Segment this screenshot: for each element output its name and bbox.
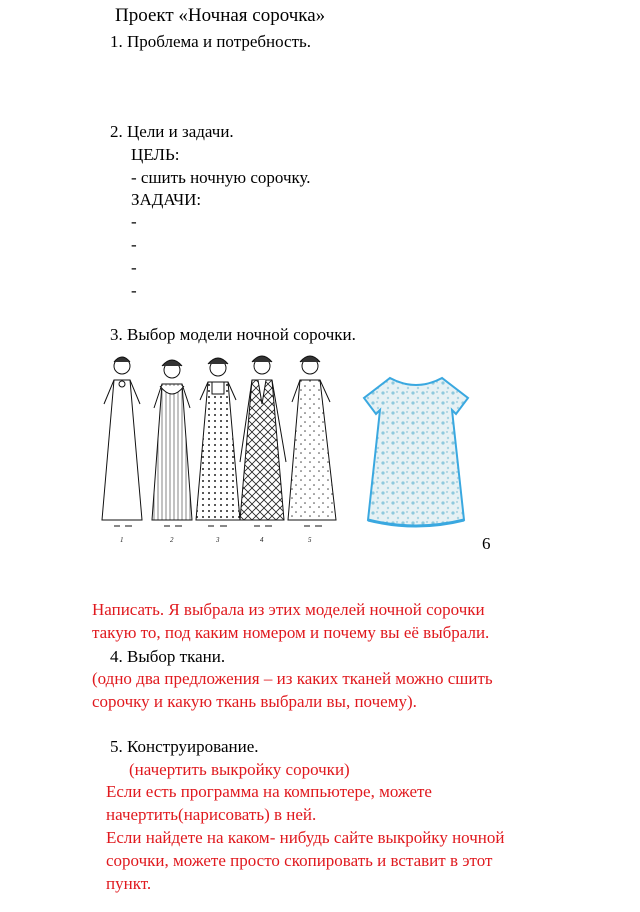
tasks-label: ЗАДАЧИ: bbox=[131, 190, 202, 209]
section-2-heading: 2. Цели и задачи. bbox=[110, 122, 234, 141]
section-3-heading: 3. Выбор модели ночной сорочки. bbox=[110, 325, 356, 344]
instruction-models: Написать. Я выбрала из этих моделей ночной сорочки bbox=[92, 600, 485, 619]
instruction-fabric: сорочку и какую ткань выбрали вы, почему). bbox=[92, 692, 417, 711]
task-bullet: - bbox=[131, 281, 137, 300]
instruction-construct: начертить(нарисовать) в ней. bbox=[106, 805, 317, 824]
task-bullet: - bbox=[131, 258, 137, 277]
nightgown-models-illustration bbox=[92, 352, 350, 548]
instruction-models: такую то, под каким номером и почему вы её выбрали. bbox=[92, 623, 490, 642]
section-1-heading: 1. Проблема и потребность. bbox=[110, 32, 312, 51]
photo-number: 6 bbox=[482, 534, 491, 553]
instruction-construct: Если найдете на каком- нибудь сайте выкройку ночной bbox=[106, 828, 505, 847]
goal-item: - сшить ночную сорочку. bbox=[131, 168, 311, 187]
title: Проект «Ночная сорочка» bbox=[115, 5, 326, 26]
instruction-construct: Если есть программа на компьютере, можете bbox=[106, 782, 432, 801]
goal-label: ЦЕЛЬ: bbox=[131, 145, 180, 164]
nightgown-photo bbox=[360, 370, 472, 535]
section-5-heading: 5. Конструирование. bbox=[110, 737, 259, 756]
model-number: 3 bbox=[216, 536, 220, 544]
task-bullet: - bbox=[131, 212, 137, 231]
model-number: 4 bbox=[260, 536, 264, 544]
task-bullet: - bbox=[131, 235, 137, 254]
model-number: 2 bbox=[170, 536, 174, 544]
model-number: 1 bbox=[120, 536, 124, 544]
section-4-heading: 4. Выбор ткани. bbox=[110, 647, 226, 666]
model-number: 5 bbox=[308, 536, 312, 544]
instruction-construct: пункт. bbox=[106, 874, 152, 893]
instruction-construct: сорочки, можете просто скопировать и вставит в этот bbox=[106, 851, 493, 870]
instruction-construct: (начертить выкройку сорочки) bbox=[129, 760, 350, 779]
instruction-fabric: (одно два предложения – из каких тканей можно сшить bbox=[92, 669, 493, 688]
